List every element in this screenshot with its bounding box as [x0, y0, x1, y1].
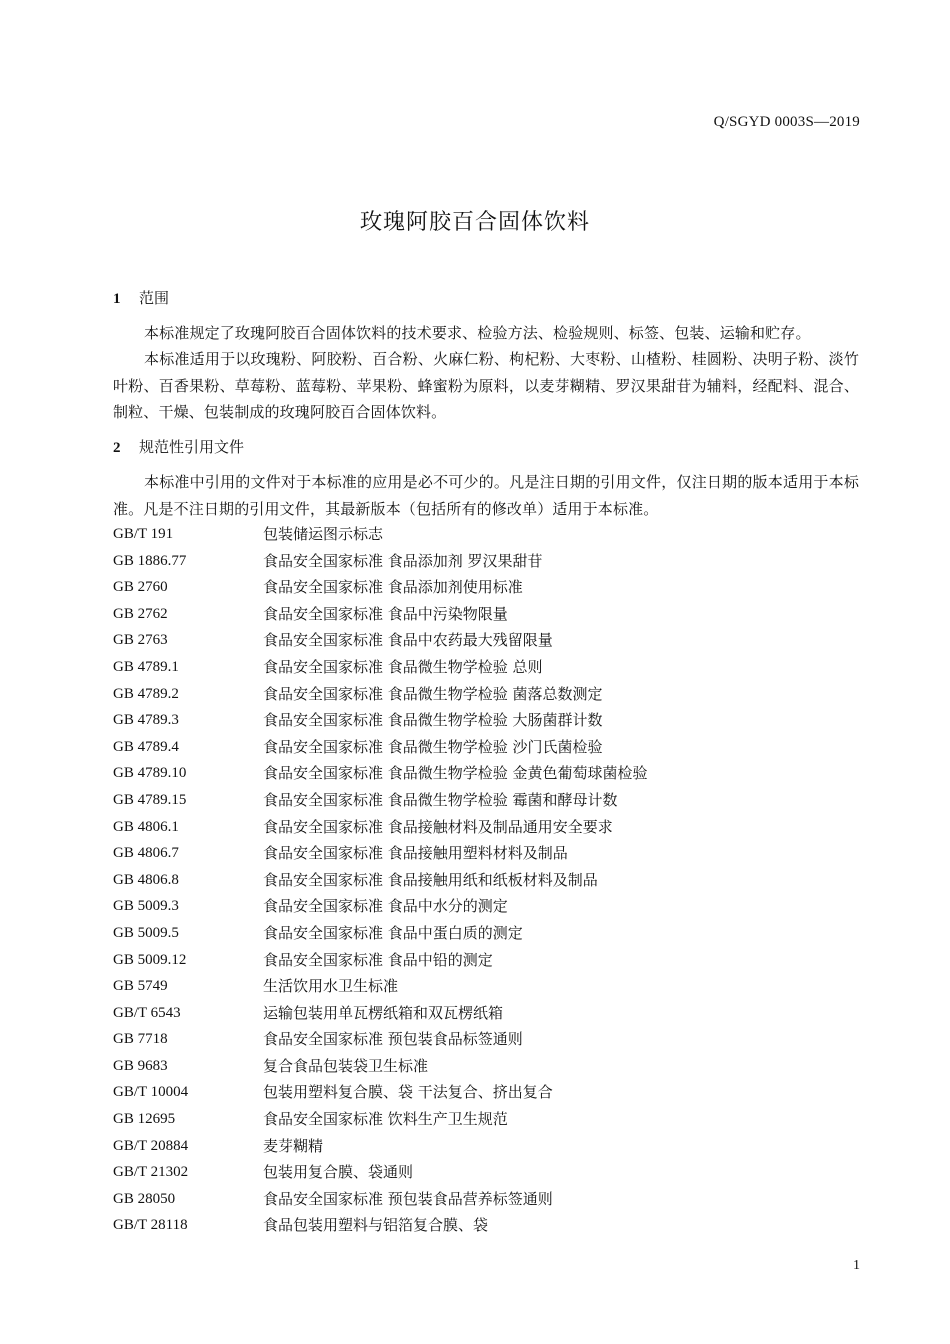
reference-row — [113, 1106, 859, 1133]
reference-title: 食品安全国家标准 食品微生物学检验 沙门氏菌检验 — [263, 737, 603, 756]
reference-code: GB 5009.12 — [113, 951, 187, 968]
reference-code: GB 1886.77 — [113, 552, 187, 569]
reference-code: GB 5749 — [113, 978, 168, 995]
reference-list — [113, 521, 859, 1239]
reference-row — [113, 548, 859, 575]
reference-code: GB/T 6543 — [113, 1004, 181, 1021]
page-number: 1 — [853, 1258, 860, 1273]
reference-code: GB/T 10004 — [113, 1084, 189, 1101]
reference-code: GB 9683 — [113, 1057, 168, 1074]
reference-title: 食品安全国家标准 饮料生产卫生规范 — [263, 1110, 508, 1129]
reference-code: GB 5009.5 — [113, 924, 179, 941]
reference-code: GB/T 191 — [113, 526, 174, 542]
section-number: 2 — [113, 440, 121, 456]
reference-row — [113, 787, 859, 814]
reference-row — [113, 734, 859, 761]
reference-row — [113, 920, 859, 947]
reference-row — [113, 814, 859, 841]
reference-title: 包装用塑料复合膜、袋 干法复合、挤出复合 — [263, 1083, 553, 1102]
reference-title: 食品安全国家标准 食品微生物学检验 总则 — [263, 657, 543, 676]
reference-row — [113, 654, 859, 681]
reference-row — [113, 707, 859, 734]
reference-title: 包装储运图示标志 — [263, 525, 384, 543]
reference-title: 食品安全国家标准 食品中农药最大残留限量 — [263, 631, 553, 650]
reference-code: GB 2763 — [113, 632, 168, 649]
reference-title: 食品安全国家标准 食品微生物学检验 霉菌和酵母计数 — [263, 790, 618, 809]
paragraph: 本标准适用于以玫瑰粉、阿胶粉、百合粉、火麻仁粉、枸杞粉、大枣粉、山楂粉、桂圆粉、决明子粉、淡竹叶粉、百香果粉、草莓粉、蓝莓粉、苹果粉、蜂蜜粉为原料，以麦芽糊精、罗汉果甜苷为辅料，经配料、混合、制粒、干燥、包装制成的玫瑰阿胶百合固体饮料。 — [113, 350, 859, 421]
reference-code: GB 4789.10 — [113, 765, 187, 782]
reference-row — [113, 893, 859, 920]
reference-row — [113, 521, 859, 548]
reference-row — [113, 1159, 859, 1186]
reference-row — [113, 1079, 859, 1106]
document-number: Q/SGYD 0003S—2019 — [713, 114, 860, 130]
reference-title: 食品安全国家标准 食品接触材料及制品通用安全要求 — [263, 817, 613, 836]
reference-code: GB/T 20884 — [113, 1137, 189, 1154]
reference-code: GB 7718 — [113, 1031, 168, 1048]
section-number: 1 — [113, 291, 121, 307]
reference-code: GB 4806.1 — [113, 818, 179, 835]
reference-row — [113, 1026, 859, 1053]
reference-title: 食品安全国家标准 预包装食品标签通则 — [263, 1030, 523, 1049]
reference-title: 食品安全国家标准 食品中蛋白质的测定 — [263, 923, 523, 942]
reference-row — [113, 601, 859, 628]
reference-title: 复合食品包装袋卫生标准 — [263, 1056, 429, 1075]
reference-code: GB 4789.2 — [113, 685, 179, 702]
reference-title: 食品包装用塑料与铝箔复合膜、袋 — [263, 1216, 489, 1235]
reference-title: 麦芽糊精 — [263, 1136, 324, 1155]
reference-title: 运输包装用单瓦楞纸箱和双瓦楞纸箱 — [263, 1003, 504, 1022]
reference-code: GB 4789.4 — [113, 738, 179, 755]
reference-row — [113, 627, 859, 654]
section-title: 范围 — [139, 289, 170, 307]
reference-row — [113, 1212, 859, 1239]
reference-row — [113, 1000, 859, 1027]
reference-code: GB 4789.3 — [113, 712, 179, 729]
reference-row — [113, 760, 859, 787]
reference-title: 食品安全国家标准 食品中水分的测定 — [263, 897, 508, 916]
reference-title: 食品安全国家标准 食品微生物学检验 大肠菌群计数 — [263, 711, 603, 730]
reference-code: GB 4806.8 — [113, 871, 179, 888]
reference-row — [113, 947, 859, 974]
reference-title: 食品安全国家标准 食品中铅的测定 — [263, 950, 493, 969]
reference-row — [113, 1186, 859, 1213]
reference-title: 食品安全国家标准 食品接触用纸和纸板材料及制品 — [263, 870, 598, 889]
paragraph: 本标准规定了玫瑰阿胶百合固体饮料的技术要求、检验方法、检验规则、标签、包装、运输和贮存。 — [144, 324, 811, 342]
reference-row — [113, 1053, 859, 1080]
reference-title: 食品安全国家标准 食品接触用塑料材料及制品 — [263, 844, 568, 863]
reference-title: 食品安全国家标准 食品添加剂 罗汉果甜苷 — [263, 551, 543, 570]
paragraph: 本标准中引用的文件对于本标准的应用是必不可少的。凡是注日期的引用文件，仅注日期的版本适用于本标准。凡是不注日期的引用文件，其最新版本（包括所有的修改单）适用于本标准。 — [113, 473, 859, 518]
reference-code: GB 12695 — [113, 1111, 176, 1128]
reference-code: GB 4789.1 — [113, 658, 179, 675]
reference-row — [113, 973, 859, 1000]
reference-title: 食品安全国家标准 食品添加剂使用标准 — [263, 578, 523, 597]
reference-title: 食品安全国家标准 预包装食品营养标签通则 — [263, 1189, 553, 1208]
section-heading-scope — [113, 287, 169, 308]
reference-row — [113, 574, 859, 601]
reference-code: GB/T 21302 — [113, 1164, 189, 1181]
reference-row — [113, 840, 859, 867]
reference-title: 食品安全国家标准 食品微生物学检验 金黄色葡萄球菌检验 — [263, 764, 648, 783]
document-title: 玫瑰阿胶百合固体饮料 — [359, 210, 590, 235]
reference-code: GB 2760 — [113, 579, 168, 596]
reference-row — [113, 867, 859, 894]
reference-code: GB/T 28118 — [113, 1217, 188, 1234]
reference-code: GB 5009.3 — [113, 898, 179, 915]
reference-row — [113, 681, 859, 708]
reference-row — [113, 1133, 859, 1160]
reference-title: 包装用复合膜、袋通则 — [263, 1163, 414, 1182]
reference-title: 食品安全国家标准 食品微生物学检验 菌落总数测定 — [263, 684, 603, 703]
reference-title: 生活饮用水卫生标准 — [263, 977, 399, 996]
reference-code: GB 28050 — [113, 1190, 176, 1207]
reference-title: 食品安全国家标准 食品中污染物限量 — [263, 604, 508, 623]
reference-code: GB 2762 — [113, 605, 168, 622]
section-heading-normative-references — [113, 436, 244, 457]
section-title: 规范性引用文件 — [139, 438, 245, 456]
reference-code: GB 4789.15 — [113, 791, 187, 808]
reference-code: GB 4806.7 — [113, 845, 179, 862]
